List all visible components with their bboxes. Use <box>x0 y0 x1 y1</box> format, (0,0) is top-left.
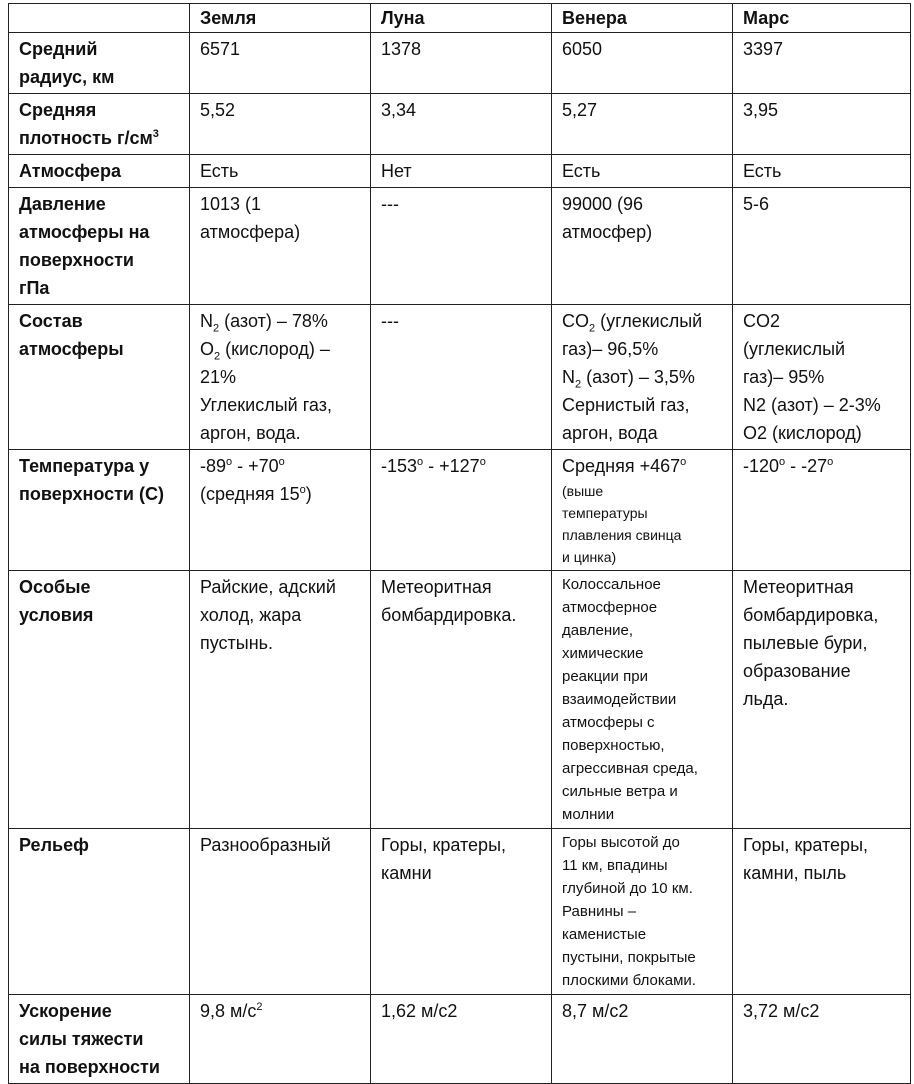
cell-moon-conditions <box>371 571 552 829</box>
cell-line: 21% <box>200 367 237 387</box>
cell-line <box>381 452 545 480</box>
degree-sup: o <box>299 484 306 496</box>
cell-mars-atmosphere <box>733 155 911 188</box>
cell-line: Равнины – <box>562 903 637 920</box>
cell-mars-density <box>733 94 911 155</box>
label-text: плотность г/см <box>19 128 153 148</box>
cell-line <box>200 452 364 480</box>
cell-line: --- <box>381 194 399 214</box>
cell-line: N2 (азот) – 2-3% <box>743 395 881 415</box>
row-label-temperature <box>9 450 190 571</box>
temp-part: -89 <box>200 456 227 476</box>
temp-part: - +127 <box>423 456 480 476</box>
label-line <box>19 124 183 152</box>
degree-sup: o <box>226 456 233 468</box>
cell-line: 6571 <box>200 39 241 59</box>
cell-line: пылевые бури, <box>743 633 868 653</box>
label-line: Средний <box>19 39 98 59</box>
cell-venus-atmosphere <box>552 155 733 188</box>
cell-line: Углекислый газ, <box>200 395 332 415</box>
table-row <box>9 995 911 1084</box>
cell-earth-pressure <box>190 188 371 305</box>
temp-part: - +70 <box>232 456 279 476</box>
cell-line: Нет <box>381 161 412 181</box>
cell-moon-density <box>371 94 552 155</box>
cell-moon-relief <box>371 829 552 995</box>
cell-line: камни, пыль <box>743 863 847 883</box>
cell-line: молнии <box>562 806 615 823</box>
gravity-part: 9,8 м/с <box>200 1001 257 1021</box>
label-line: Давление <box>19 194 106 214</box>
cell-line: Горы высотой до <box>562 834 680 851</box>
temp-part: Средняя +467 <box>562 456 681 476</box>
cell-venus-composition <box>552 305 733 450</box>
cell-venus-density <box>552 94 733 155</box>
cell-venus-conditions <box>552 571 733 829</box>
formula-part: N <box>200 311 213 331</box>
cell-earth-atmosphere <box>190 155 371 188</box>
cell-line: 5-6 <box>743 194 770 214</box>
temp-part: -120 <box>743 456 780 476</box>
cell-line: 8,7 м/с2 <box>562 1001 629 1021</box>
cell-line: аргон, вода <box>562 423 658 443</box>
cell-line: Колоссальное <box>562 576 661 593</box>
cell-line: Разнообразный <box>200 835 331 855</box>
cell-line: плоскими блоками. <box>562 972 696 989</box>
cell-line: Райские, адский <box>200 577 336 597</box>
cell-line: давление, <box>562 622 633 639</box>
cell-line: глубиной до 10 км. <box>562 880 693 897</box>
table-row <box>9 571 911 829</box>
label-line: силы тяжести <box>19 1029 144 1049</box>
cell-line: 1378 <box>381 39 422 59</box>
cell-line: температуры <box>562 505 648 521</box>
row-label-relief <box>9 829 190 995</box>
header-venus: Венера <box>552 4 733 33</box>
cell-venus-relief <box>552 829 733 995</box>
table-row <box>9 305 911 450</box>
cell-venus-radius <box>552 33 733 94</box>
cell-line: Горы, кратеры, <box>743 835 869 855</box>
cell-moon-composition <box>371 305 552 450</box>
cell-line: взаимодействии <box>562 691 677 708</box>
formula-sub: 2 <box>213 322 220 335</box>
gravity-sup: 2 <box>256 1001 263 1013</box>
label-line: Ускорение <box>19 1001 112 1021</box>
table-row <box>9 450 911 571</box>
header-moon: Луна <box>371 4 552 33</box>
cell-earth-temperature <box>190 450 371 571</box>
header-row <box>9 4 911 33</box>
cell-line: 3,34 <box>381 100 417 120</box>
row-label-pressure <box>9 188 190 305</box>
cell-line: поверхностью, <box>562 737 665 754</box>
cell-mars-pressure <box>733 188 911 305</box>
cell-line: Есть <box>200 161 239 181</box>
label-line: Температура у <box>19 456 150 476</box>
cell-moon-atmosphere <box>371 155 552 188</box>
temp-part: - -27 <box>785 456 828 476</box>
cell-line: камни <box>381 863 432 883</box>
cell-line: 5,27 <box>562 100 598 120</box>
cell-line: 1013 (1 <box>200 194 262 214</box>
cell-line: 6050 <box>562 39 603 59</box>
degree-sup: o <box>479 456 486 468</box>
table-row <box>9 829 911 995</box>
label-line: поверхности (С) <box>19 484 164 504</box>
label-line: условия <box>19 605 94 625</box>
cell-line: газ)– 95% <box>743 367 825 387</box>
cell-line: CO2 <box>743 311 781 331</box>
cell-line: агрессивная среда, <box>562 760 698 777</box>
formula-part: O <box>200 339 215 359</box>
cell-earth-gravity <box>190 995 371 1084</box>
cell-line <box>562 363 726 391</box>
formula-part: N <box>562 367 575 387</box>
formula-part: CO <box>562 311 589 331</box>
cell-earth-relief <box>190 829 371 995</box>
cell-earth-conditions <box>190 571 371 829</box>
row-label-atmosphere <box>9 155 190 188</box>
cell-line: атмосферное <box>562 599 658 616</box>
cell-line: O2 (кислород) <box>743 423 862 443</box>
cell-venus-pressure <box>552 188 733 305</box>
cell-line: каменистые <box>562 926 647 943</box>
cell-line: 99000 (96 <box>562 194 644 214</box>
cell-line: образование <box>743 661 851 681</box>
header-corner <box>9 4 190 33</box>
label-line: на поверхности <box>19 1057 160 1077</box>
temp-part: (средняя 15 <box>200 484 300 504</box>
cell-line: 3397 <box>743 39 784 59</box>
cell-line: Сернистый газ, <box>562 395 690 415</box>
cell-line: Метеоритная <box>381 577 492 597</box>
cell-line: 3,72 м/с2 <box>743 1001 820 1021</box>
cell-line: химические <box>562 645 644 662</box>
label-line: Особые <box>19 577 91 597</box>
cell-line: (выше <box>562 483 604 499</box>
formula-sub: 2 <box>589 322 596 335</box>
cell-moon-pressure <box>371 188 552 305</box>
cell-mars-relief <box>733 829 911 995</box>
label-line: Состав <box>19 311 83 331</box>
cell-line: пустынь. <box>200 633 274 653</box>
temp-part: ) <box>305 484 312 504</box>
label-line: атмосферы на <box>19 222 150 242</box>
label-line: Средняя <box>19 100 97 120</box>
formula-part: (азот) – 78% <box>219 311 328 331</box>
cell-earth-density <box>190 94 371 155</box>
row-label-conditions <box>9 571 190 829</box>
row-label-density <box>9 94 190 155</box>
formula-part: (углекислый <box>595 311 703 331</box>
header-earth: Земля <box>190 4 371 33</box>
formula-sub: 2 <box>214 350 221 363</box>
cell-line: и цинка) <box>562 549 617 565</box>
cell-line: Есть <box>743 161 782 181</box>
degree-sup: o <box>278 456 285 468</box>
degree-sup: o <box>779 456 786 468</box>
cell-mars-gravity <box>733 995 911 1084</box>
table-row <box>9 155 911 188</box>
cell-line: (углекислый <box>743 339 846 359</box>
cell-line: атмосфер) <box>562 222 653 242</box>
row-label-gravity <box>9 995 190 1084</box>
table-row <box>9 94 911 155</box>
cell-line: плавления свинца <box>562 527 682 543</box>
cell-line: бомбардировка, <box>743 605 879 625</box>
formula-part: (кислород) – <box>220 339 330 359</box>
label-line: Рельеф <box>19 835 89 855</box>
cell-line: --- <box>381 311 399 331</box>
label-line: атмосферы <box>19 339 124 359</box>
cell-venus-temperature <box>552 450 733 571</box>
cell-moon-gravity <box>371 995 552 1084</box>
planets-table <box>8 3 911 1084</box>
cell-line <box>200 335 364 363</box>
label-line: гПа <box>19 278 50 298</box>
cell-line: 3,95 <box>743 100 779 120</box>
cell-line: 1,62 м/с2 <box>381 1001 458 1021</box>
row-label-composition <box>9 305 190 450</box>
label-sup: 3 <box>152 128 159 140</box>
degree-sup: o <box>827 456 834 468</box>
cell-line: газ)– 96,5% <box>562 339 659 359</box>
table-row <box>9 33 911 94</box>
degree-sup: o <box>680 456 687 468</box>
cell-line: Метеоритная <box>743 577 854 597</box>
formula-part: (азот) – 3,5% <box>581 367 695 387</box>
cell-line: 5,52 <box>200 100 236 120</box>
temp-part: -153 <box>381 456 418 476</box>
degree-sup: o <box>417 456 424 468</box>
cell-line: реакции при <box>562 668 648 685</box>
cell-mars-conditions <box>733 571 911 829</box>
cell-line <box>562 307 726 335</box>
row-label-radius <box>9 33 190 94</box>
cell-line: 11 км, впадины <box>562 857 668 874</box>
cell-line <box>562 452 726 480</box>
formula-sub: 2 <box>575 378 582 391</box>
label-line: радиус, км <box>19 67 115 87</box>
cell-line <box>200 480 364 508</box>
cell-line: бомбардировка. <box>381 605 517 625</box>
header-mars: Марс <box>733 4 911 33</box>
cell-mars-temperature <box>733 450 911 571</box>
cell-line <box>200 307 364 335</box>
cell-line <box>200 997 364 1025</box>
cell-mars-radius <box>733 33 911 94</box>
cell-line: атмосфера) <box>200 222 301 242</box>
cell-venus-gravity <box>552 995 733 1084</box>
cell-earth-composition <box>190 305 371 450</box>
cell-line: пустыни, покрытые <box>562 949 696 966</box>
cell-moon-radius <box>371 33 552 94</box>
cell-line: аргон, вода. <box>200 423 301 443</box>
table-row <box>9 188 911 305</box>
label-line: поверхности <box>19 250 134 270</box>
cell-moon-temperature <box>371 450 552 571</box>
cell-line: сильные ветра и <box>562 783 678 800</box>
label-line: Атмосфера <box>19 161 121 181</box>
cell-line: атмосферы с <box>562 714 655 731</box>
cell-earth-radius <box>190 33 371 94</box>
cell-line: Горы, кратеры, <box>381 835 507 855</box>
cell-line: льда. <box>743 689 789 709</box>
cell-line <box>743 452 904 480</box>
cell-line: Есть <box>562 161 601 181</box>
cell-line: холод, жара <box>200 605 302 625</box>
cell-mars-composition <box>733 305 911 450</box>
